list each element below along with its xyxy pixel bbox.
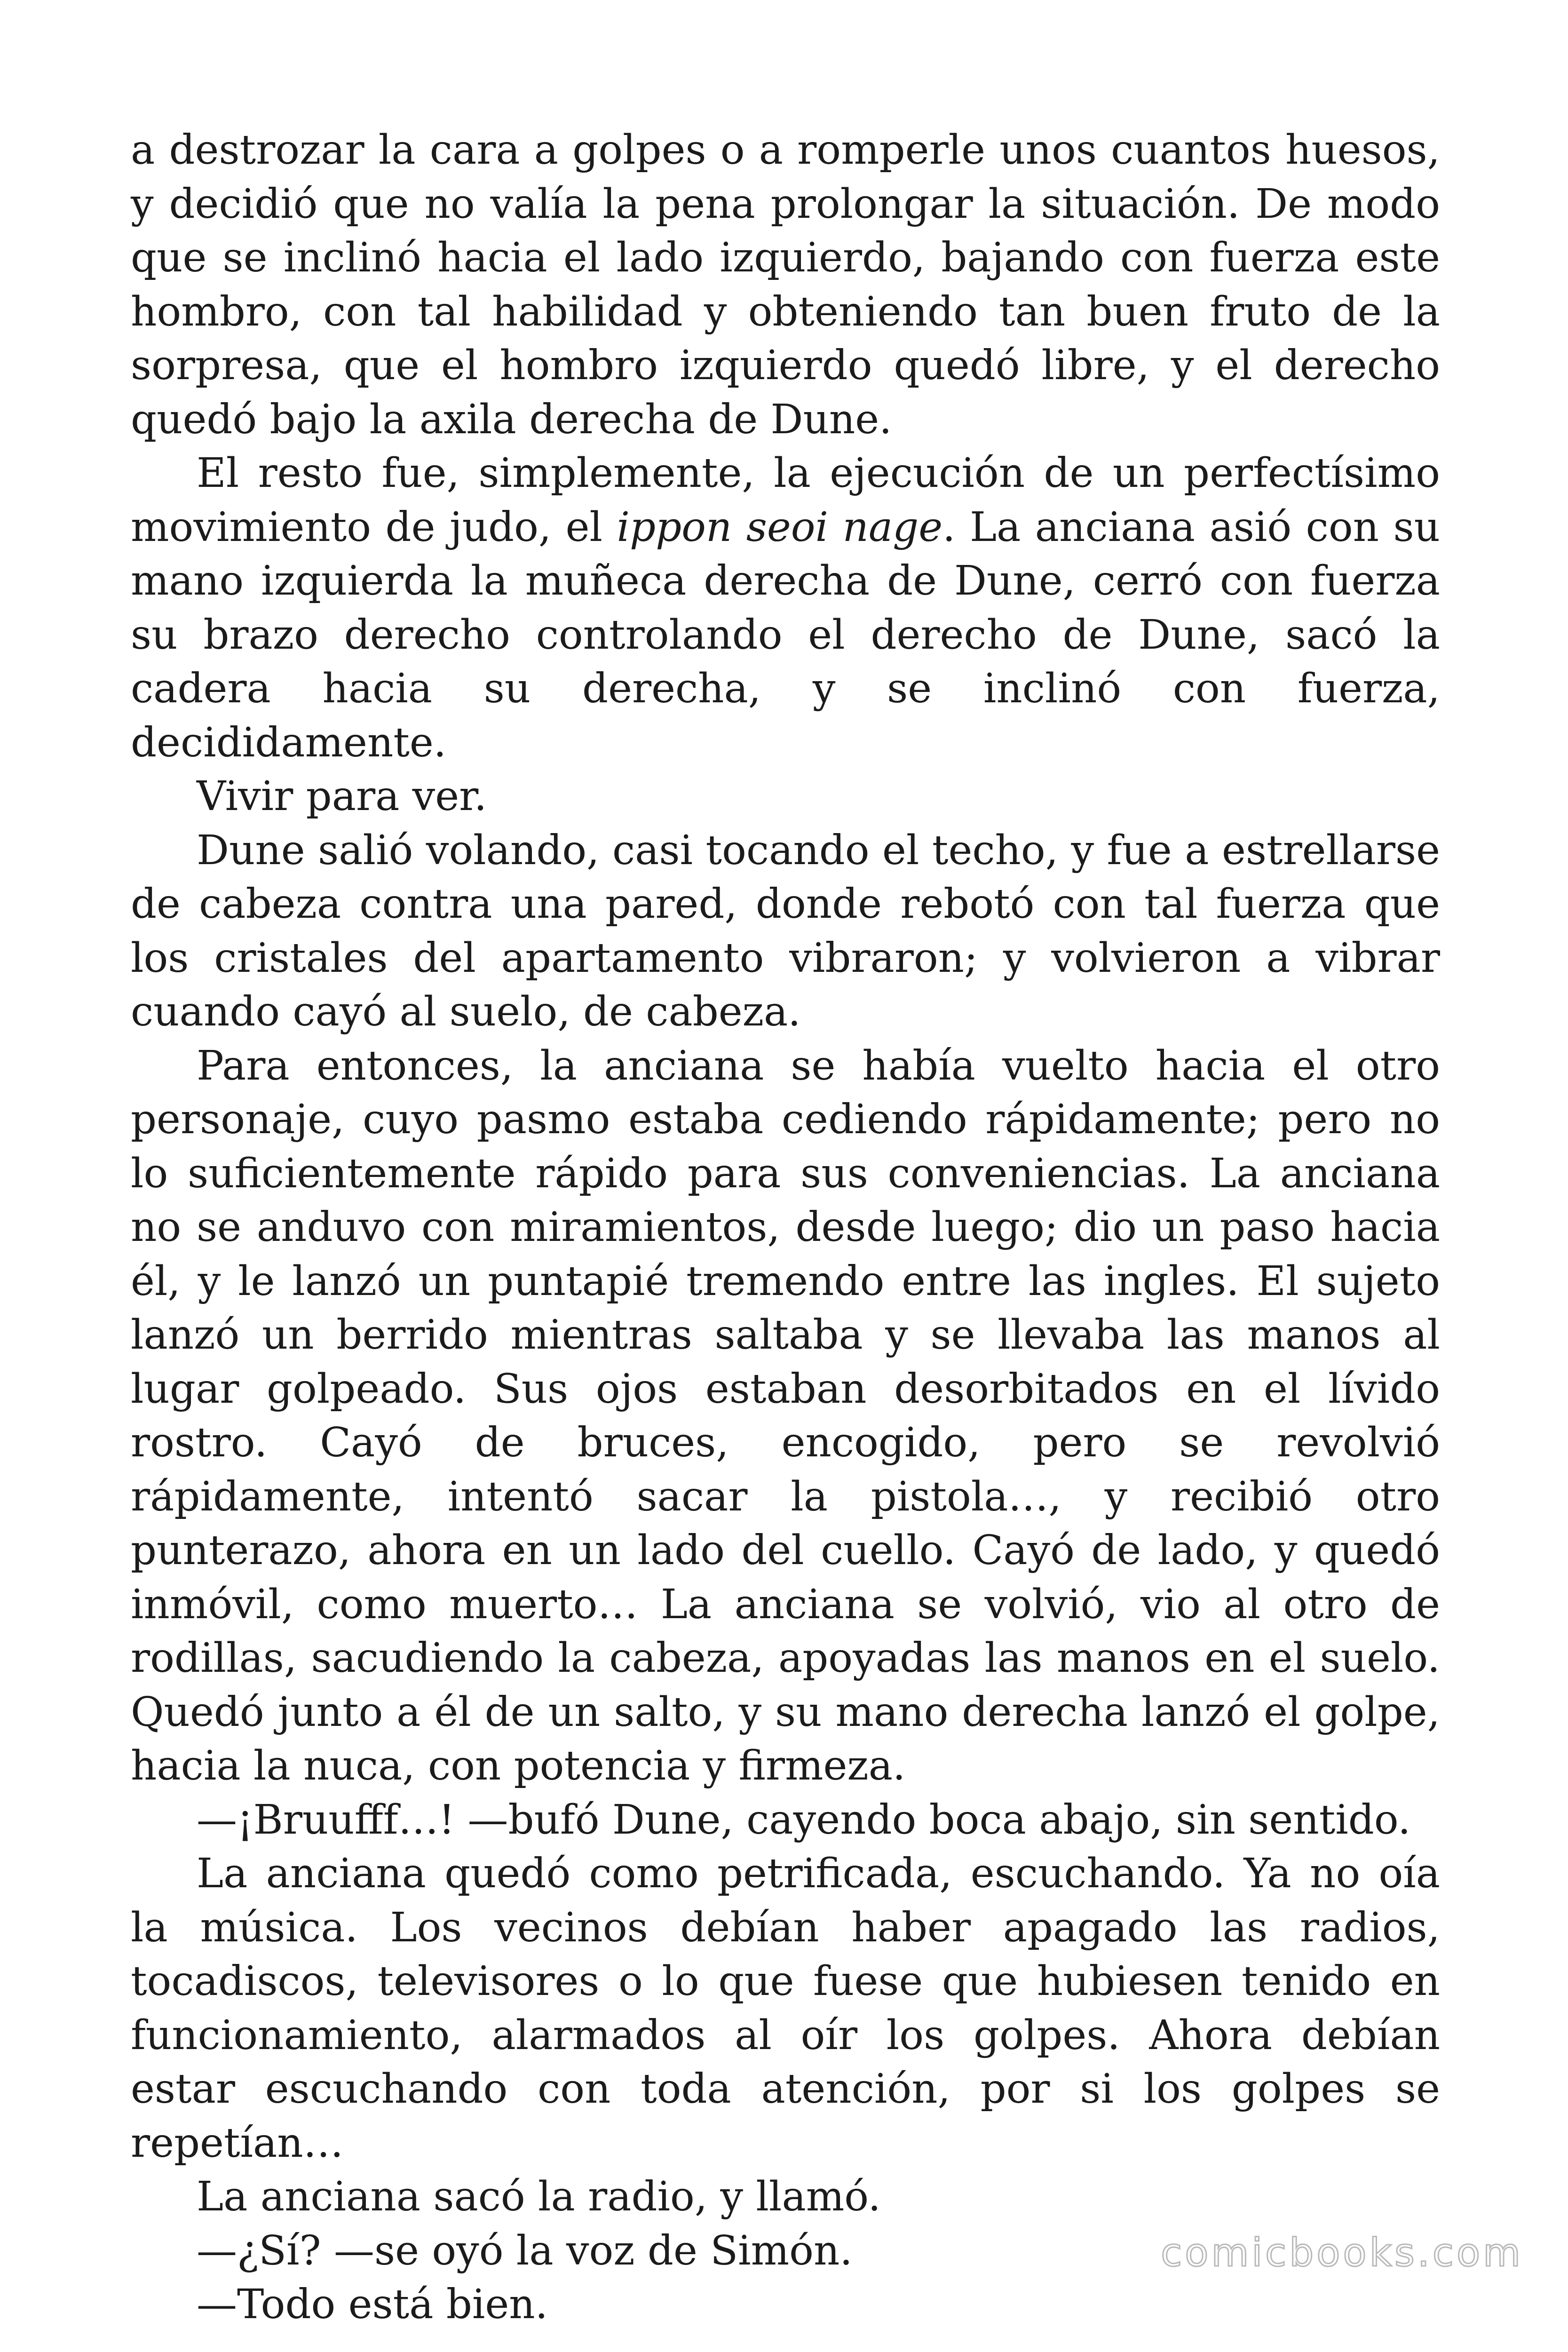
- paragraph-10-text: —Todo está bien.: [197, 2281, 548, 2328]
- paragraph-1: [131, 123, 1440, 446]
- paragraph-2-text-after: . La anciana asió con su mano izquierda la muñeca derecha de Dune, cerró con fuerza su brazo derecho controlando el derecho de Dune, sacó la cadera hacia su derecha, y se inclinó con fuerza, decididamente.: [131, 503, 1440, 766]
- page-body-text: [131, 123, 1440, 2332]
- paragraph-9-text: —¿Sí? —se oyó la voz de Simón.: [197, 2227, 853, 2274]
- paragraph-5: [131, 1039, 1440, 1793]
- paragraph-3: [131, 770, 1440, 824]
- paragraph-10: [131, 2278, 1440, 2332]
- paragraph-2: [131, 446, 1440, 770]
- site-watermark: comicbooks.com: [1161, 2231, 1523, 2275]
- paragraph-6-text: —¡Bruufff…! —bufó Dune, cayendo boca abajo, sin sentido.: [197, 1796, 1411, 1843]
- paragraph-4-text: Dune salió volando, casi tocando el techo, y fue a estrellarse de cabeza contra una pared, donde rebotó con tal fuerza que los cristales del apartamento vibraron; y volvieron a vibrar cuando cayó al suelo, de cabeza.: [131, 826, 1440, 1035]
- paragraph-1-text: a destrozar la cara a golpes o a romperle unos cuantos huesos, y decidió que no valía la pena prolongar la situación. De modo que se inclinó hacia el lado izquierdo, bajando con fuerza este hombro, con tal habilidad y obteniendo tan buen fruto de la sorpresa, que el hombro izquierdo quedó libre, y el derecho quedó bajo la axila derecha de Dune.: [131, 127, 1440, 443]
- paragraph-8: [131, 2170, 1440, 2224]
- paragraph-3-text: Vivir para ver.: [197, 773, 487, 820]
- paragraph-8-text: La anciana sacó la radio, y llamó.: [197, 2173, 881, 2220]
- paragraph-6: [131, 1793, 1440, 1847]
- paragraph-2-text-before: El resto fue, simplemente, la ejecución de un perfectísimo movimiento de judo, el: [131, 450, 1440, 551]
- paragraph-7: [131, 1847, 1440, 2170]
- judo-technique-name: ippon seoi nage: [617, 503, 943, 551]
- paragraph-7-text: La anciana quedó como petrificada, escuchando. Ya no oía la música. Los vecinos debían haber apagado las radios, tocadiscos, televisores o lo que fuese que hubiesen tenido en funcionamiento, alarmados al oír los golpes. Ahora debían estar escuchando con toda atención, por si los golpes se repetían…: [131, 1850, 1440, 2167]
- paragraph-5-text: Para entonces, la anciana se había vuelto hacia el otro personaje, cuyo pasmo estaba cediendo rápidamente; pero no lo suficientemente rápido para sus conveniencias. La anciana no se anduvo con miramientos, desde luego; dio un paso hacia él, y le lanzó un puntapié tremendo entre las ingles. El sujeto lanzó un berrido mientras saltaba y se llevaba las manos al lugar golpeado. Sus ojos estaban desorbitados en el lívido rostro. Cayó de bruces, encogido, pero se revolvió rápidamente, intentó sacar la pistola…, y recibió otro punterazo, ahora en un lado del cuello. Cayó de lado, y quedó inmóvil, como muerto… La anciana se volvió, vio al otro de rodillas, sacudiendo la cabeza, apoyadas las manos en el suelo. Quedó junto a él de un salto, y su mano derecha lanzó el golpe, hacia la nuca, con potencia y firmeza.: [131, 1042, 1440, 1789]
- paragraph-4: [131, 824, 1440, 1039]
